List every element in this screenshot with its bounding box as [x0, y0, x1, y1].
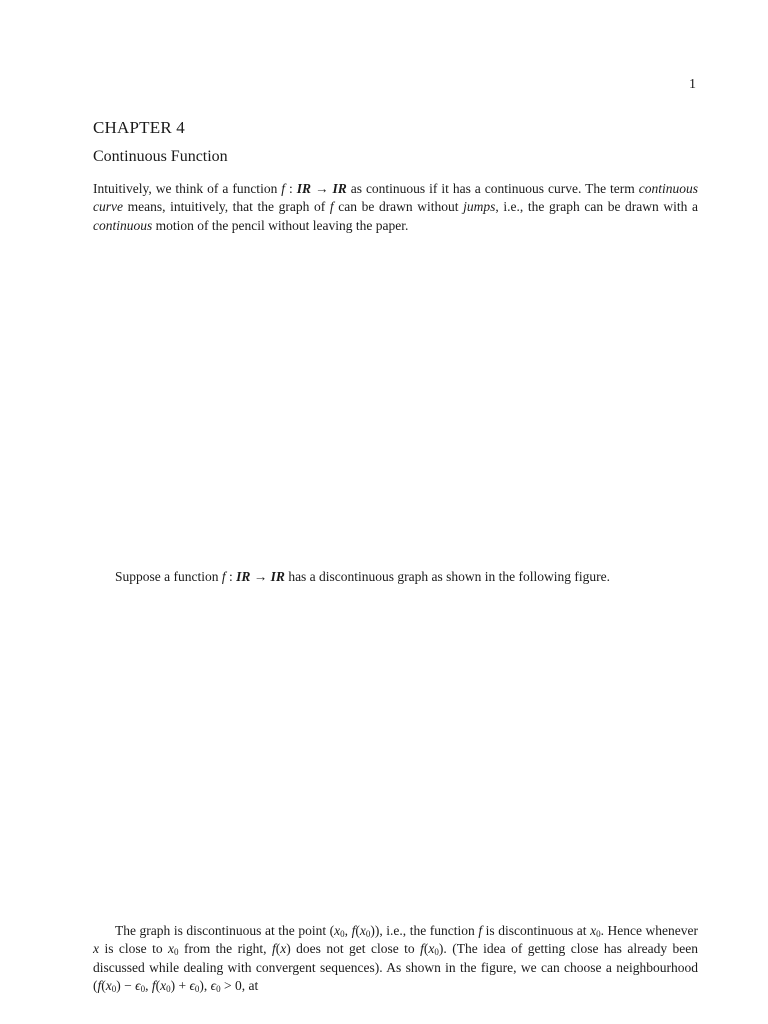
section-title: Continuous Function [93, 148, 228, 165]
discontinuity-paragraph: The graph is discontinuous at the point ($x_0$, $f(x_0)$), i.e., the function f is discontinuous at $x_0$. Hence whenever x is close to $x_0$ from the right, f(x) does not get close to $f(x_0)$. (The idea of getting close has already been discussed while dealing with convergent sequences). As shown in the figure, we can choose a neighbourhood ($f(x_0) - \epsilon_0$, $f(x_0) + \epsilon_0$), $\epsilon_0 > 0$, at [93, 923, 699, 994]
figure-intro-paragraph: Suppose a function f : IR → IR has a discontinuous graph as shown in the following figure. [115, 569, 611, 584]
page-number: 1 [689, 77, 696, 92]
chapter-title: CHAPTER 4 [93, 118, 186, 137]
intro-paragraph: Intuitively, we think of a function f : IR → IR as continuous if it has a continuous curve. The term continuous curve means, intuitively, that the graph of f can be drawn without jumps, i.e., the graph can be drawn with a continuous motion of the pencil without leaving the paper. [93, 181, 699, 233]
